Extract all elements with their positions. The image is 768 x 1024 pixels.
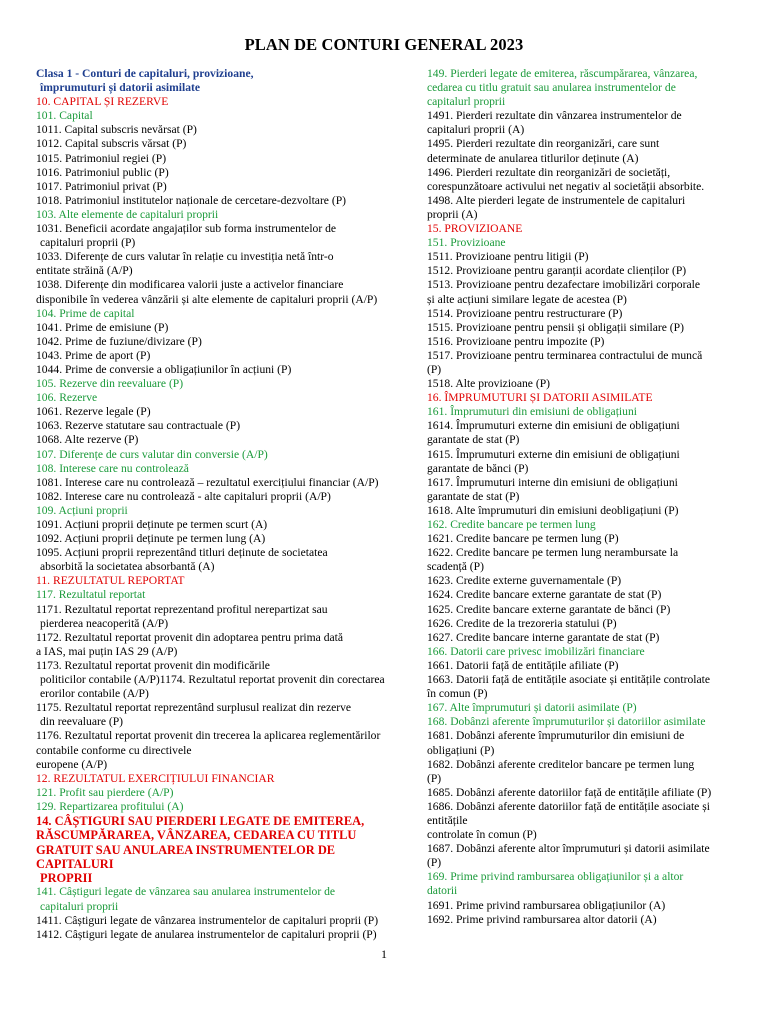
- account-line: contabile conforme cu directivele: [36, 743, 192, 757]
- account-line: 1691. Prime privind rambursarea obligațiunilor (A): [427, 898, 666, 912]
- account-line: capitaluri proprii (A): [427, 123, 525, 137]
- account-line: (P): [427, 362, 442, 376]
- account-line: 162. Credite bancare pe termen lung: [427, 518, 596, 531]
- account-line: 1092. Acțiuni proprii deținute pe termen lung (A): [36, 532, 266, 546]
- left-column: [36, 67, 398, 942]
- account-line: 14. CÂȘTIGURI SAU PIERDERI LEGATE DE EMITEREA,: [36, 813, 365, 828]
- account-line: entitățile: [427, 813, 468, 827]
- account-line: 169. Prime privind rambursarea obligațiunilor și a altor: [427, 870, 684, 884]
- account-line: cedarea cu titlu gratuit sau anularea instrumentelor de: [427, 81, 676, 95]
- account-line: 1033. Diferențe de curs valutar în relație cu investiția netă într-o: [36, 250, 334, 264]
- account-line: 1518. Alte provizioane (P): [427, 377, 550, 391]
- page-title: PLAN DE CONTURI GENERAL 2023: [244, 35, 524, 54]
- account-line: 101. Capital: [36, 109, 93, 123]
- account-line: 1061. Rezerve legale (P): [36, 405, 151, 419]
- account-line: 1082. Interese care nu controlează - alte capitaluri proprii (A/P): [36, 489, 331, 503]
- account-line: 1622. Credite bancare pe termen lung nerambursate la: [427, 546, 679, 560]
- account-line: 1687. Dobânzi aferente altor împrumuturi și datorii asimilate: [427, 842, 710, 856]
- account-line: 1513. Provizioane pentru dezafectare imobilizări corporale: [427, 278, 700, 292]
- account-line: 1411. Câștiguri legate de vânzarea instrumentelor de capitaluri proprii (P): [36, 913, 379, 927]
- account-line: 1016. Patrimoniul public (P): [36, 165, 169, 179]
- account-line: 121. Profit sau pierdere (A/P): [36, 785, 174, 799]
- account-line: garantate de stat (P): [427, 489, 520, 503]
- account-line: erorilor contabile (A/P): [40, 687, 149, 701]
- account-line: europene (A/P): [36, 757, 108, 771]
- account-line: 105. Rezerve din reevaluare (P): [36, 377, 184, 391]
- account-line: și alte acțiuni similare legate de acestea (P): [427, 292, 627, 306]
- account-line: 1621. Credite bancare pe termen lung (P): [427, 532, 619, 546]
- account-line: controlate în comun (P): [427, 828, 537, 842]
- right-column: [427, 67, 727, 927]
- account-line: 141. Câștiguri legate de vânzarea sau anularea instrumentelor de: [36, 885, 336, 899]
- account-line: 1011. Capital subscris nevărsat (P): [36, 123, 197, 137]
- account-line: 106. Rezerve: [36, 391, 98, 405]
- account-line: 166. Datorii care privesc imobilizări financiare: [427, 644, 645, 658]
- account-line: 167. Alte împrumuturi și datorii asimilate (P): [427, 701, 637, 715]
- account-line: 1661. Datorii față de entitățile afiliate (P): [427, 658, 619, 672]
- account-line: 1031. Beneficii acordate angajaților sub forma instrumentelor de: [36, 222, 337, 236]
- account-line: din reevaluare (P): [40, 715, 124, 729]
- account-line: 1625. Credite bancare externe garantate de bănci (P): [427, 602, 671, 616]
- account-line: 1515. Provizioane pentru pensii și obligații similare (P): [427, 320, 684, 334]
- page-number: 1: [381, 947, 387, 961]
- account-line: garantate de stat (P): [427, 433, 520, 447]
- account-line: 117. Rezultatul reportat: [36, 588, 146, 602]
- account-line: 1626. Credite de la trezoreria statului (P): [427, 616, 617, 630]
- account-line: garantate de bănci (P): [427, 461, 529, 475]
- account-line: 1495. Pierderi rezultate din reorganizări, care sunt: [427, 137, 660, 151]
- account-line: 1511. Provizioane pentru litigii (P): [427, 250, 589, 264]
- account-line: 1041. Prime de emisiune (P): [36, 320, 169, 334]
- account-line: proprii (A): [427, 207, 478, 221]
- account-line: scadență (P): [427, 560, 484, 574]
- account-line: 1617. Împrumuturi interne din emisiuni de obligațiuni: [427, 475, 678, 489]
- account-line: 1043. Prime de aport (P): [36, 348, 151, 362]
- account-line: (P): [427, 856, 442, 870]
- account-line: 1172. Rezultatul reportat provenit din adoptarea pentru prima dată: [36, 630, 344, 644]
- account-line: 1686. Dobânzi aferente datoriilor față de entitățile asociate și: [427, 799, 710, 813]
- account-line: 108. Interese care nu controlează: [36, 461, 189, 475]
- account-line: capitaluri proprii (P): [40, 236, 136, 250]
- account-line: 11. REZULTATUL REPORTAT: [36, 574, 185, 588]
- account-line: 1012. Capital subscris vărsat (P): [36, 137, 187, 151]
- account-line: 1173. Rezultatul reportat provenit din modificările: [36, 658, 270, 672]
- account-line: 12. REZULTATUL EXERCIȚIULUI FINANCIAR: [36, 771, 275, 785]
- account-line: 1091. Acțiuni proprii deținute pe termen scurt (A): [36, 518, 268, 531]
- account-line: 1491. Pierderi rezultate din vânzarea instrumentelor de: [427, 109, 682, 123]
- account-line: 1685. Dobânzi aferente datoriilor față de entitățile afiliate (P): [427, 785, 712, 799]
- account-line: Clasa 1 - Conturi de capitaluri, provizioane,: [36, 67, 254, 80]
- account-line: 1624. Credite bancare externe garantate de stat (P): [427, 588, 662, 602]
- account-line: corespunzătoare activului net negativ al societății absorbite.: [427, 179, 705, 193]
- account-line: 1018. Patrimoniul institutelor naționale de cercetare-dezvoltare (P): [36, 193, 347, 207]
- account-line: PROPRII: [40, 871, 93, 886]
- account-line: absorbită la societatea absorbantă (A): [40, 560, 215, 574]
- account-line: datorii: [427, 884, 458, 898]
- account-line: 1175. Rezultatul reportat reprezentând surplusul realizat din rezerve: [36, 701, 352, 715]
- account-line: 1015. Patrimoniul regiei (P): [36, 151, 167, 165]
- account-line: 1063. Rezerve statutare sau contractuale (P): [36, 419, 241, 433]
- account-line: 103. Alte elemente de capitaluri proprii: [36, 207, 219, 221]
- account-line: 10. CAPITAL ȘI REZERVE: [36, 95, 169, 109]
- account-line: 16. ÎMPRUMUTURI ȘI DATORII ASIMILATE: [427, 391, 653, 405]
- account-line: 1412. Câștiguri legate de anularea instrumentelor de capitaluri proprii (P): [36, 927, 377, 941]
- account-line: 151. Provizioane: [427, 236, 506, 250]
- account-line: 1498. Alte pierderi legate de instrumentele de capitaluri: [427, 193, 686, 207]
- account-line: 1095. Acțiuni proprii reprezentând titluri deținute de societatea: [36, 546, 328, 560]
- account-line: 1068. Alte rezerve (P): [36, 433, 139, 447]
- account-line: 1627. Credite bancare interne garantate de stat (P): [427, 630, 660, 644]
- account-line: a IAS, mai puțin IAS 29 (A/P): [36, 644, 178, 658]
- account-line: 1171. Rezultatul reportat reprezentand profitul nerepartizat sau: [36, 602, 328, 616]
- account-line: disponibile în vederea vânzării și alte elemente de capitaluri proprii (A/P): [36, 292, 378, 306]
- account-line: 104. Prime de capital: [36, 306, 135, 320]
- account-line: GRATUIT SAU ANULAREA INSTRUMENTELOR DE CAPITALURI: [36, 842, 336, 871]
- account-line: politicilor contabile (A/P)1174. Rezultatul reportat provenit din corectarea: [40, 673, 385, 687]
- account-line: în comun (P): [427, 687, 488, 701]
- account-line: pierderea neacoperită (A/P): [40, 616, 169, 630]
- account-line: 109. Acțiuni proprii: [36, 503, 128, 517]
- account-line: obligațiuni (P): [427, 743, 495, 757]
- account-line: 1042. Prime de fuziune/divizare (P): [36, 334, 202, 348]
- account-line: 1516. Provizioane pentru impozite (P): [427, 334, 605, 348]
- account-line: 1623. Credite externe guvernamentale (P): [427, 574, 622, 588]
- account-line: 1512. Provizioane pentru garanții acordate clienților (P): [427, 264, 687, 278]
- account-line: 1496. Pierderi rezultate din reorganizări de societăți,: [427, 165, 671, 179]
- account-line: 161. Împrumuturi din emisiuni de obligațiuni: [427, 405, 637, 419]
- account-line: capitalurl proprii: [427, 95, 506, 109]
- account-line: (P): [427, 771, 442, 785]
- account-line: determinate de anularea titlurilor deținute (A): [427, 151, 639, 165]
- account-line: 1081. Interese care nu controlează – rezultatul exercițiului financiar (A/P): [36, 475, 379, 489]
- account-line: 1692. Prime privind rambursarea altor datorii (A): [427, 912, 657, 926]
- account-line: 1663. Datorii față de entitățile asociate și entitățile controlate: [427, 673, 710, 687]
- account-line: 1176. Rezultatul reportat provenit din trecerea la aplicarea reglementărilor: [36, 729, 381, 743]
- account-line: 1038. Diferențe din modificarea valorii juste a activelor financiare: [36, 278, 344, 292]
- account-line: capitaluri proprii: [40, 899, 119, 913]
- account-line: 1681. Dobânzi aferente împrumuturilor din emisiuni de: [427, 729, 685, 743]
- account-line: 1044. Prime de conversie a obligațiunilor în acțiuni (P): [36, 362, 292, 376]
- account-line: 1614. Împrumuturi externe din emisiuni de obligațiuni: [427, 419, 680, 433]
- account-line: 107. Diferențe de curs valutar din conversie (A/P): [36, 447, 268, 461]
- account-line: 1517. Provizioane pentru terminarea contractului de muncă: [427, 348, 703, 362]
- account-line: 149. Pierderi legate de emiterea, răscumpărarea, vânzarea,: [427, 67, 698, 80]
- account-line: 1615. Împrumuturi externe din emisiuni de obligațiuni: [427, 447, 680, 461]
- account-line: 168. Dobânzi aferente împrumuturilor și datoriilor asimilate: [427, 715, 706, 729]
- account-line: RĂSCUMPĂRAREA, VÂNZAREA, CEDAREA CU TITLU: [36, 828, 357, 843]
- account-line: entitate străină (A/P): [36, 264, 133, 278]
- account-line: 129. Repartizarea profitului (A): [36, 799, 184, 813]
- account-line: împrumuturi și datorii asimilate: [40, 81, 201, 95]
- account-line: 15. PROVIZIOANE: [427, 222, 523, 236]
- account-line: 1514. Provizioane pentru restructurare (P): [427, 306, 623, 320]
- account-line: 1618. Alte împrumuturi din emisiuni deobligațiuni (P): [427, 503, 679, 517]
- account-line: 1017. Patrimoniul privat (P): [36, 179, 167, 193]
- account-line: 1682. Dobânzi aferente creditelor bancare pe termen lung: [427, 757, 695, 771]
